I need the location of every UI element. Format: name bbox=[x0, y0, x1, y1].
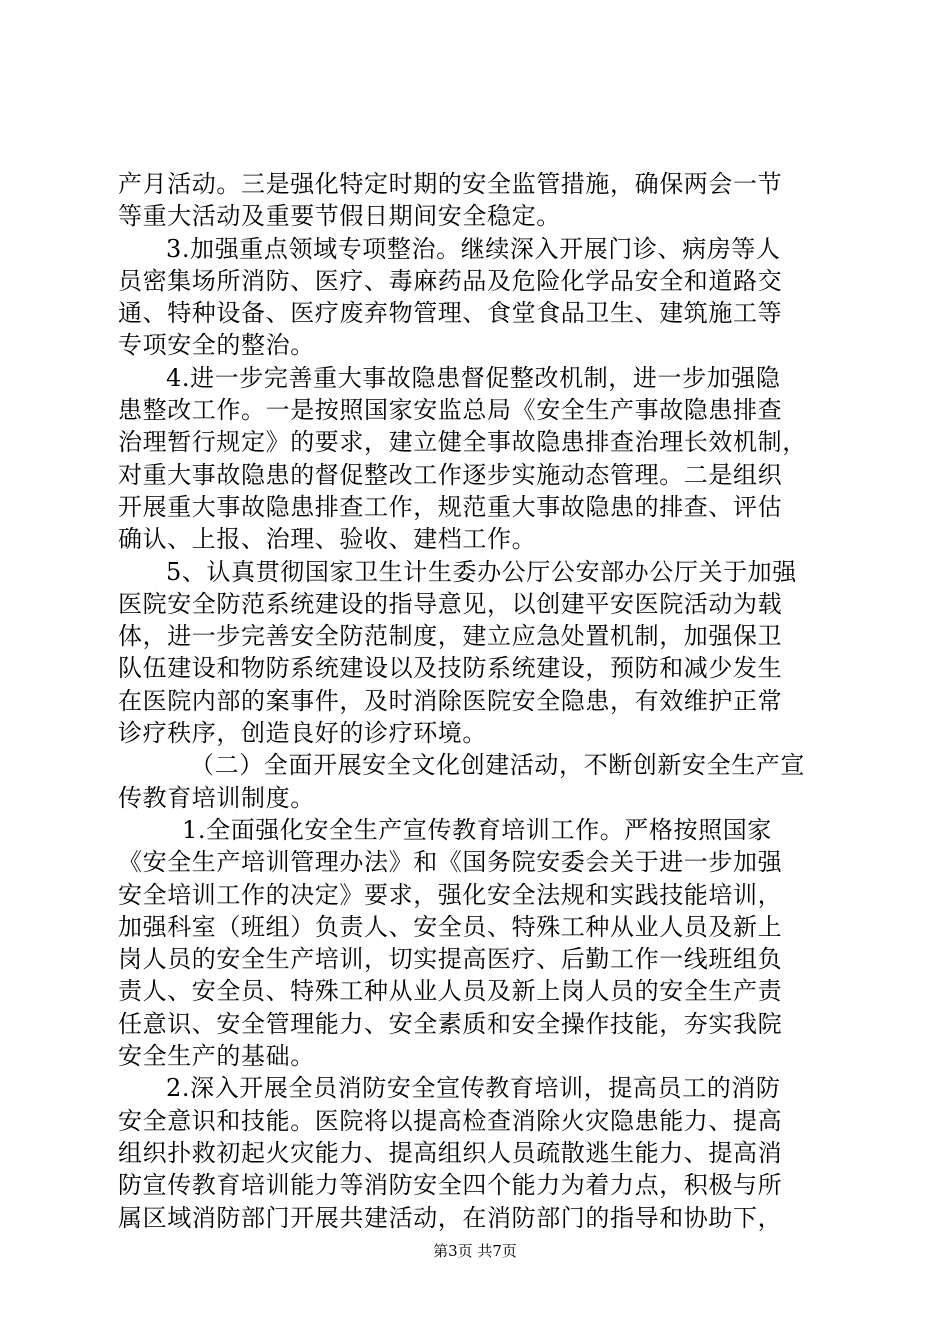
text-line: 责人、安全员、特殊工种从业人员及新上岗人员的安全生产责 bbox=[118, 977, 783, 1006]
text-line: 安全生产的基础。 bbox=[118, 1042, 315, 1071]
text-line: 2.深入开展全员消防安全宣传教育培训，提高员工的消防 bbox=[166, 1074, 781, 1103]
text-line: 通、特种设备、医疗废弃物管理、食堂食品卫生、建筑施工等 bbox=[118, 299, 783, 328]
text-line: 1.全面强化安全生产宣传教育培训工作。严格按照国家 bbox=[182, 815, 772, 844]
text-line: 4.进一步完善重大事故隐患督促整改机制，进一步加强隐 bbox=[166, 363, 781, 392]
text-line: 安全培训工作的决定》要求，强化安全法规和实践技能培训， bbox=[118, 880, 783, 909]
text-line: 在医院内部的案事件，及时消除医院安全隐患，有效维护正常 bbox=[118, 686, 783, 715]
section-heading-line: （二）全面开展安全文化创建活动，不断创新安全生产宣 bbox=[190, 751, 805, 780]
text-line: 员密集场所消防、医疗、毒麻药品及危险化学品安全和道路交 bbox=[118, 266, 783, 295]
text-line: 岗人员的安全生产培训，切实提高医疗、后勤工作一线班组负 bbox=[118, 945, 783, 974]
text-line: 传教育培训制度。 bbox=[118, 783, 315, 812]
text-line: 开展重大事故隐患排查工作，规范重大事故隐患的排查、评估 bbox=[118, 492, 783, 521]
text-line: 等重大活动及重要节假日期间安全稳定。 bbox=[118, 202, 561, 231]
text-line: 治理暂行规定》的要求，建立健全事故隐患排查治理长效机制， bbox=[118, 428, 807, 457]
text-line: 《安全生产培训管理办法》和《国务院安委会关于进一步加强 bbox=[118, 848, 783, 877]
text-line: 对重大事故隐患的督促整改工作逐步实施动态管理。二是组织 bbox=[118, 460, 783, 489]
document-body bbox=[118, 168, 830, 1234]
text-line: 医院安全防范系统建设的指导意见，以创建平安医院活动为载 bbox=[118, 589, 783, 618]
text-line: 体，进一步完善安全防范制度，建立应急处置机制，加强保卫 bbox=[118, 622, 783, 651]
text-line: 确认、上报、治理、验收、建档工作。 bbox=[118, 525, 537, 554]
text-line: 诊疗秩序，创造良好的诊疗环境。 bbox=[118, 719, 487, 748]
text-line: 加强科室（班组）负责人、安全员、特殊工种从业人员及新上 bbox=[118, 912, 783, 941]
text-line: 任意识、安全管理能力、安全素质和安全操作技能，夯实我院 bbox=[118, 1009, 783, 1038]
text-line: 专项安全的整治。 bbox=[118, 331, 315, 360]
text-line: 属区域消防部门开展共建活动，在消防部门的指导和协助下， bbox=[118, 1203, 783, 1232]
text-line: 5、认真贯彻国家卫生计生委办公厅公安部办公厅关于加强 bbox=[166, 557, 797, 586]
page-number-footer: 第3页 共7页 bbox=[433, 1242, 517, 1260]
text-line: 安全意识和技能。医院将以提高检查消除火灾隐患能力、提高 bbox=[118, 1106, 783, 1135]
text-line: 组织扑救初起火灾能力、提高组织人员疏散逃生能力、提高消 bbox=[118, 1138, 783, 1167]
text-line: 防宣传教育培训能力等消防安全四个能力为着力点，积极与所 bbox=[118, 1171, 783, 1200]
text-line: 患整改工作。一是按照国家安监总局《安全生产事故隐患排查 bbox=[118, 396, 783, 425]
text-line: 产月活动。三是强化特定时期的安全监管措施，确保两会一节 bbox=[118, 170, 783, 198]
text-line: 3.加强重点领域专项整治。继续深入开展门诊、病房等人 bbox=[166, 234, 781, 263]
text-line: 队伍建设和物防系统建设以及技防系统建设，预防和减少发生 bbox=[118, 654, 783, 683]
